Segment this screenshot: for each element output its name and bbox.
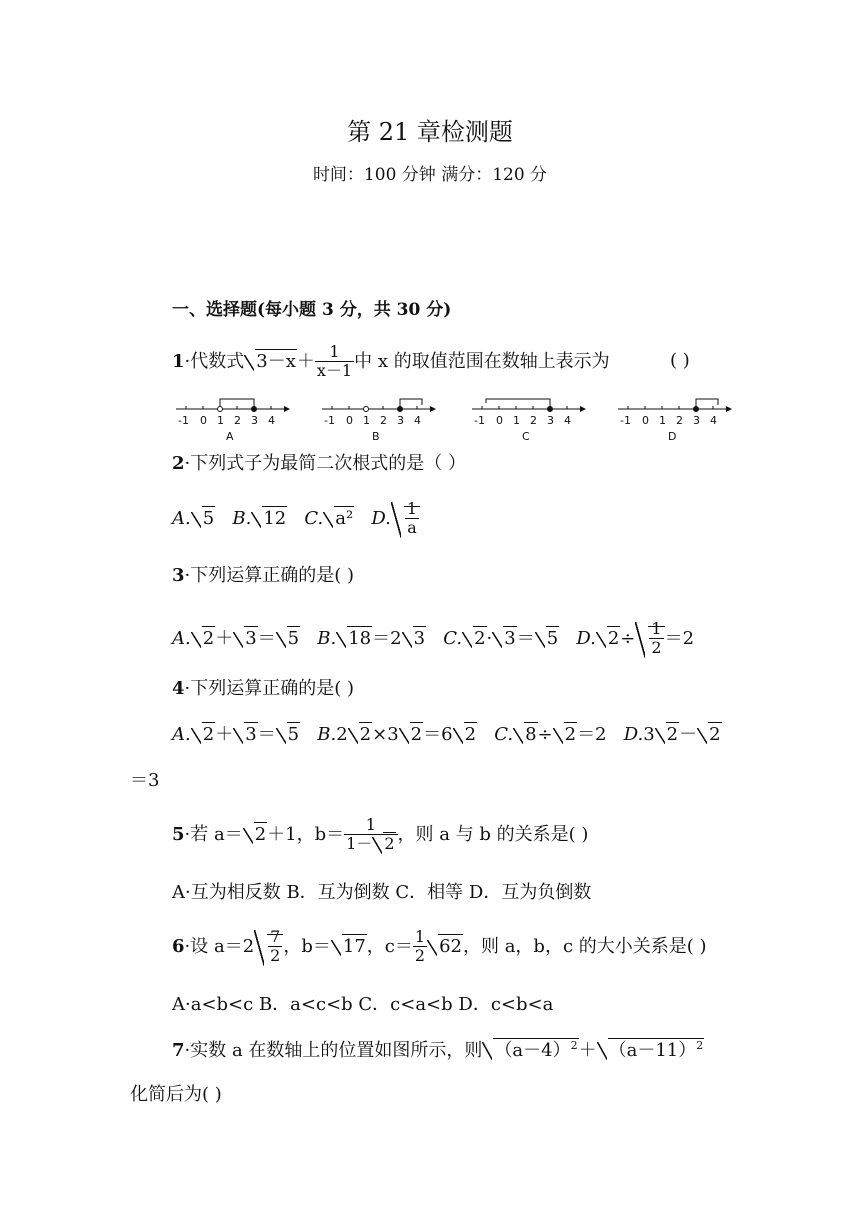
operator: ×3	[372, 724, 399, 745]
tick-label: 0	[346, 414, 353, 427]
operator: ＝	[257, 724, 276, 745]
tick-label: -1	[324, 414, 335, 427]
operator: ＝	[257, 627, 276, 649]
radical: $(a-11)^2$	[597, 1040, 705, 1060]
radical: 17	[331, 938, 367, 956]
tick-label: 3	[397, 414, 404, 427]
question-text: ·实数 a 在数轴上的位置如图所示，则	[184, 1040, 483, 1061]
plus-sign: ＋	[296, 350, 315, 372]
operator: ＝	[516, 627, 535, 649]
operator: ＝6	[423, 724, 453, 745]
fraction: $\frac{1}{2}$	[414, 927, 426, 966]
tick-label: 3	[693, 414, 700, 427]
question-1	[172, 343, 610, 381]
tick-label: 4	[710, 414, 717, 427]
question-3-options	[172, 620, 694, 658]
question-text: ·下列运算正确的是( )	[184, 678, 355, 699]
tick-label: 4	[414, 414, 421, 427]
radical: 18	[336, 630, 372, 648]
question-number: 3	[172, 565, 185, 586]
radical	[391, 500, 420, 538]
radical: a²	[323, 510, 354, 528]
tick-label: 2	[380, 414, 387, 427]
question-number: 1	[172, 350, 185, 372]
tick-label: 2	[234, 414, 241, 427]
question-number: 7	[172, 1040, 185, 1061]
radical: 3	[402, 630, 426, 648]
question-4-options	[172, 726, 722, 744]
tick-label: 1	[513, 414, 520, 427]
question-text: ＋1，b＝	[267, 823, 345, 845]
radical: 2	[348, 726, 372, 744]
question-5	[172, 816, 588, 854]
question-text: ，则 a，b，c 的大小关系是( )	[462, 935, 707, 957]
radical: 62	[427, 938, 463, 956]
option-label: C.	[443, 627, 463, 649]
number-line-figures	[172, 395, 732, 445]
option-label: C.	[304, 507, 324, 529]
option-label: C	[522, 430, 530, 443]
fraction: $\frac{7}{2}$	[270, 927, 281, 966]
tick-label: -1	[620, 414, 631, 427]
question-2	[172, 455, 466, 473]
coefficient: 3	[643, 724, 655, 745]
radical: 3	[492, 630, 516, 648]
question-text: ·若 a＝	[184, 823, 243, 845]
fraction: $\frac{1}{1- 2}$	[344, 816, 397, 854]
operator: ÷	[537, 724, 553, 745]
tick-label: 3	[547, 414, 554, 427]
question-text: ，c＝	[366, 935, 413, 957]
tick-label: 0	[496, 414, 503, 427]
question-text: ·下列式子为最简二次根式的是（ ）	[184, 453, 466, 474]
question-4	[172, 680, 354, 698]
radical: $(a-4)^2$	[482, 1040, 578, 1060]
radical: 2	[697, 726, 721, 744]
number-line-B	[322, 399, 436, 443]
question-6	[172, 928, 707, 966]
operator: ＝2	[577, 724, 607, 745]
question-7-line2: 化简后为( )	[130, 1084, 222, 1105]
tick-label: 4	[564, 414, 571, 427]
option-label: D	[668, 430, 677, 443]
radical: 3	[233, 726, 257, 744]
answer-paren: ( )	[670, 350, 690, 371]
radical: 2	[372, 835, 395, 853]
radical: 2	[462, 630, 486, 648]
radical: 2	[191, 726, 215, 744]
option-label: B.	[317, 627, 337, 649]
question-number: 5	[172, 823, 185, 845]
question-text: ，b＝	[283, 935, 331, 957]
question-number: 2	[172, 453, 185, 474]
question-3	[172, 567, 354, 585]
radical: 2	[596, 630, 620, 648]
fraction: $\frac{1}{a}$	[406, 499, 418, 538]
option-label: B	[372, 430, 380, 443]
question-5-options: A·互为相反数 B．互为倒数 C．相等 D．互为负倒数	[172, 882, 592, 903]
radical: 2	[655, 726, 679, 744]
tick-label: 2	[676, 414, 683, 427]
option-label: A	[226, 430, 234, 443]
radical: 3	[233, 630, 257, 648]
tick-label: 4	[268, 414, 275, 427]
radical: 8	[513, 726, 537, 744]
option-label: D.	[623, 724, 644, 745]
radical: 5	[276, 726, 300, 744]
question-6-options: A·a<b<c B．a<c<b C．c<a<b D．c<b<a	[172, 994, 554, 1015]
radical: 3－x	[244, 353, 297, 371]
question-number: 6	[172, 935, 185, 957]
number-line-D	[618, 399, 732, 443]
tick-label: 1	[659, 414, 666, 427]
radical: 12	[251, 510, 287, 528]
number-line-C	[472, 399, 586, 443]
question-2-options	[172, 500, 420, 538]
option-label: B.	[317, 724, 337, 745]
radical: 2	[399, 726, 423, 744]
radical	[635, 620, 664, 658]
question-text: ·下列运算正确的是( )	[184, 565, 355, 586]
option-label: B.	[232, 507, 252, 529]
tick-label: 0	[642, 414, 649, 427]
exam-info: 时间：100 分钟 满分：120 分	[312, 165, 548, 185]
tick-label: 0	[200, 414, 207, 427]
radical: 5	[191, 510, 215, 528]
option-label: A.	[172, 627, 191, 649]
tick-label: -1	[474, 414, 485, 427]
operator: ÷	[620, 627, 636, 649]
tick-label: -1	[178, 414, 189, 427]
question-text: ·设 a＝2	[184, 935, 255, 957]
tick-label: 1	[363, 414, 370, 427]
question-text: 中 x 的取值范围在数轴上表示为	[354, 350, 610, 372]
operator: ·	[486, 627, 493, 649]
question-4-continuation: ＝3	[130, 770, 160, 791]
radical	[254, 928, 283, 966]
radical: 5	[535, 630, 559, 648]
operator: ＋	[578, 1040, 597, 1061]
radical: 5	[276, 630, 300, 648]
question-text: ，则 a 与 b 的关系是( )	[397, 823, 589, 845]
option-label: D.	[371, 507, 391, 529]
radical: 2	[191, 630, 215, 648]
operator: ＋	[215, 724, 234, 745]
operator: ＝2	[664, 627, 695, 649]
page-title: 第 21 章检测题	[347, 118, 513, 146]
option-label: A.	[172, 724, 191, 745]
radical: 2	[453, 726, 477, 744]
option-label: A.	[172, 507, 191, 529]
operator: －	[679, 724, 698, 745]
radical: 2	[553, 726, 577, 744]
fraction: $\frac{1}{2}$	[651, 619, 662, 658]
tick-label: 2	[530, 414, 537, 427]
option-label: C.	[494, 724, 514, 745]
question-7	[172, 1040, 704, 1060]
section-heading: 一、选择题(每小题 3 分，共 30 分)	[172, 300, 452, 320]
operator: ＋	[215, 627, 234, 649]
coefficient: 2	[336, 724, 348, 745]
question-number: 4	[172, 678, 185, 699]
operator: ＝2	[372, 627, 402, 649]
radical: 2	[243, 826, 267, 844]
option-label: D.	[576, 627, 596, 649]
number-line-A	[176, 399, 290, 443]
fraction: $\frac{1}{x-1}$	[316, 342, 353, 381]
question-text: ·代数式	[184, 350, 245, 372]
tick-label: 3	[251, 414, 258, 427]
tick-label: 1	[217, 414, 224, 427]
